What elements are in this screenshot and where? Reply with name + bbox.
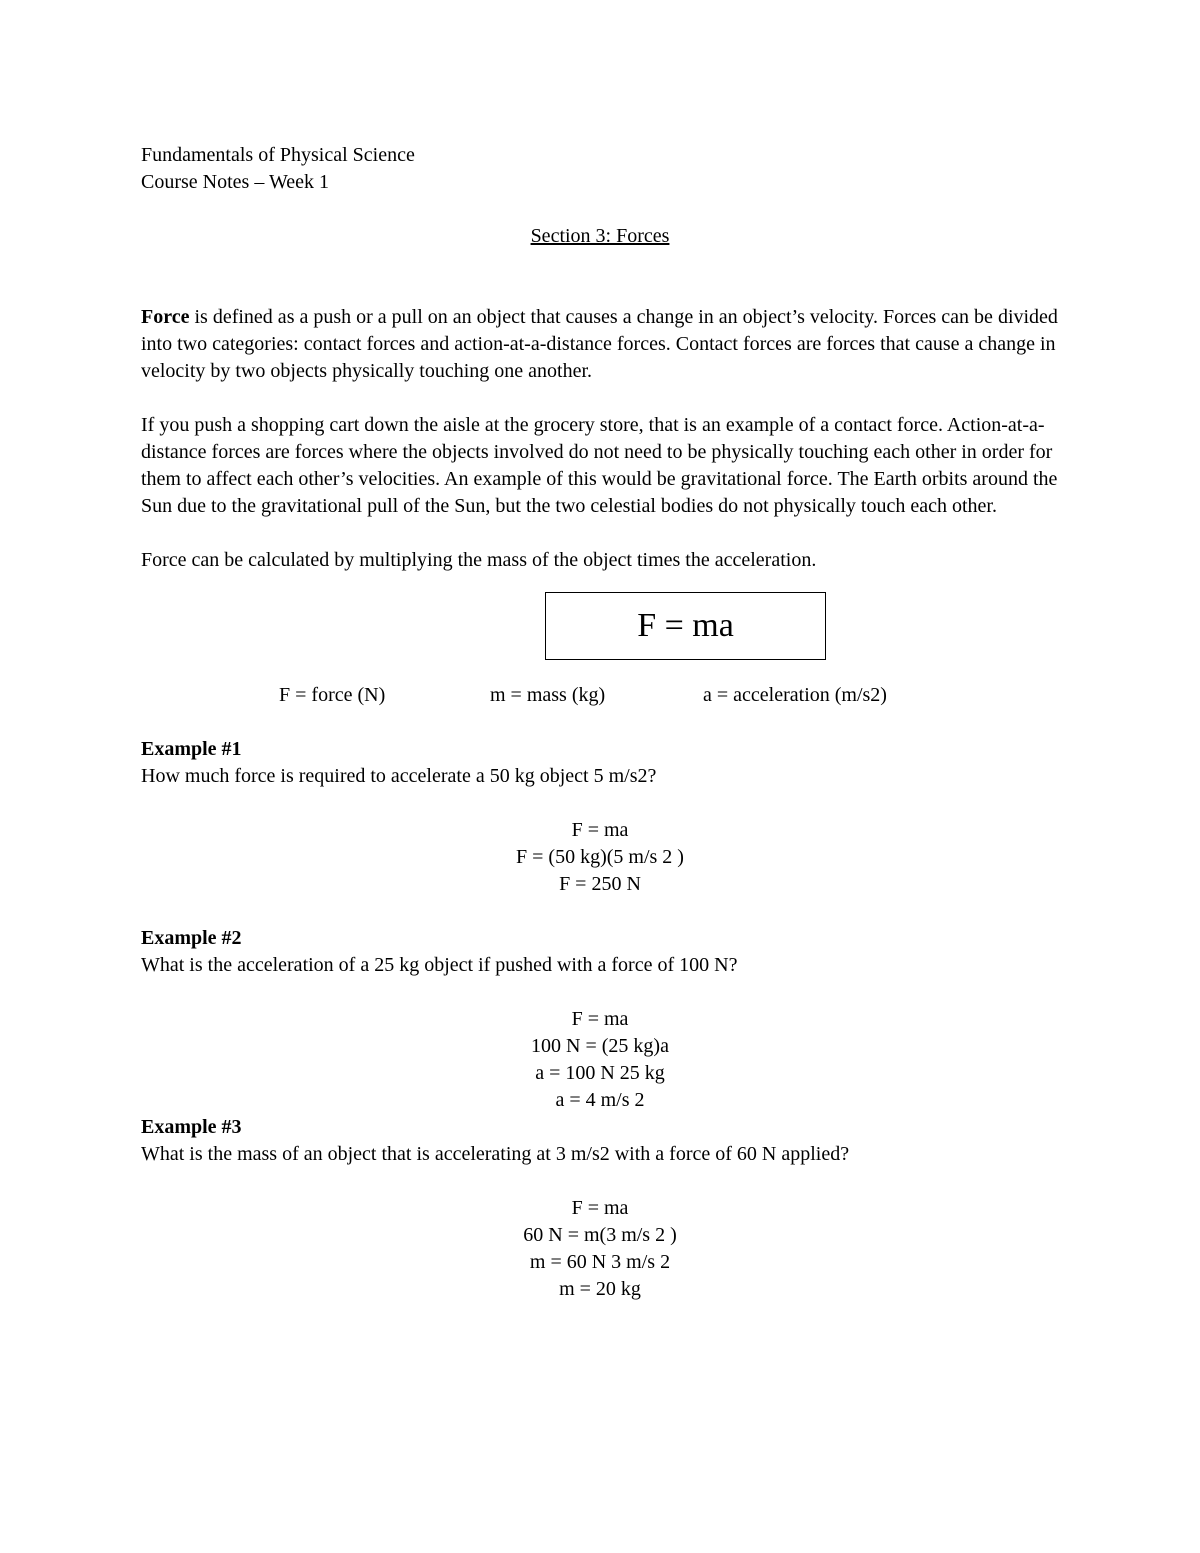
example-label: Example #3	[141, 1116, 242, 1138]
example-question: What is the acceleration of a 25 kg object if pushed with a force of 100 N?	[141, 954, 738, 976]
definition-paragraph	[141, 304, 1059, 385]
example-label: Example #2	[141, 927, 242, 949]
formula-legend	[141, 682, 1059, 709]
solution-step: F = 250 N	[559, 873, 641, 895]
solution-step: F = ma	[571, 819, 629, 841]
example-1	[141, 736, 1059, 898]
section-title: Section 3: Forces	[530, 225, 670, 247]
legend-mass: m = mass (kg)	[490, 684, 606, 706]
formula-box	[545, 592, 826, 660]
solution-step: 100 N = (25 kg)a	[531, 1035, 669, 1057]
legend-force: F = force (N)	[279, 684, 386, 706]
example-solution	[141, 1006, 1059, 1114]
definition-text: is defined as a push or a pull on an object that causes a change in an object’s velocity. Forces can be divided into two categories: contact forces and action-at-a-distance forces. Contact forces are forces that cause a change in velocity by two objects physically touching one another.	[141, 306, 1058, 382]
solution-step: m = 20 kg	[559, 1278, 641, 1300]
solution-step: m = 60 N 3 m/s 2	[529, 1251, 671, 1273]
example-2	[141, 925, 1059, 1114]
document-page	[141, 142, 1059, 1303]
calculation-paragraph: Force can be calculated by multiplying the mass of the object times the acceleration.	[141, 549, 817, 571]
example-question: What is the mass of an object that is accelerating at 3 m/s2 with a force of 60 N applied?	[141, 1143, 850, 1165]
solution-step: F = ma	[571, 1197, 629, 1219]
definition-term: Force	[141, 306, 190, 328]
example-question: How much force is required to accelerate a 50 kg object 5 m/s2?	[141, 765, 657, 787]
example-solution	[141, 817, 1059, 898]
solution-step: 60 N = m(3 m/s 2 )	[523, 1224, 677, 1246]
solution-step: a = 100 N 25 kg	[535, 1062, 665, 1084]
example-3	[141, 1114, 1059, 1303]
formula-text: F = ma	[637, 607, 734, 644]
legend-acceleration: a = acceleration (m/s2)	[703, 684, 887, 706]
example-label: Example #1	[141, 738, 242, 760]
contact-force-paragraph: If you push a shopping cart down the aisle at the grocery store, that is an example of a contact force. Action-at-a-distance forces are forces where the objects involved do not need to be physically touching each other in order for them to affect each other’s velocities. An example of this would be gravitational force. The Earth orbits around the Sun due to the gravitational pull of the Sun, but the two celestial bodies do not physically touch each other.	[141, 414, 1058, 517]
course-subtitle: Course Notes – Week 1	[141, 171, 329, 193]
solution-step: a = 4 m/s 2	[555, 1089, 645, 1111]
course-title: Fundamentals of Physical Science	[141, 144, 415, 166]
solution-step: F = (50 kg)(5 m/s 2 )	[516, 846, 684, 868]
example-solution	[141, 1195, 1059, 1303]
solution-step: F = ma	[571, 1008, 629, 1030]
